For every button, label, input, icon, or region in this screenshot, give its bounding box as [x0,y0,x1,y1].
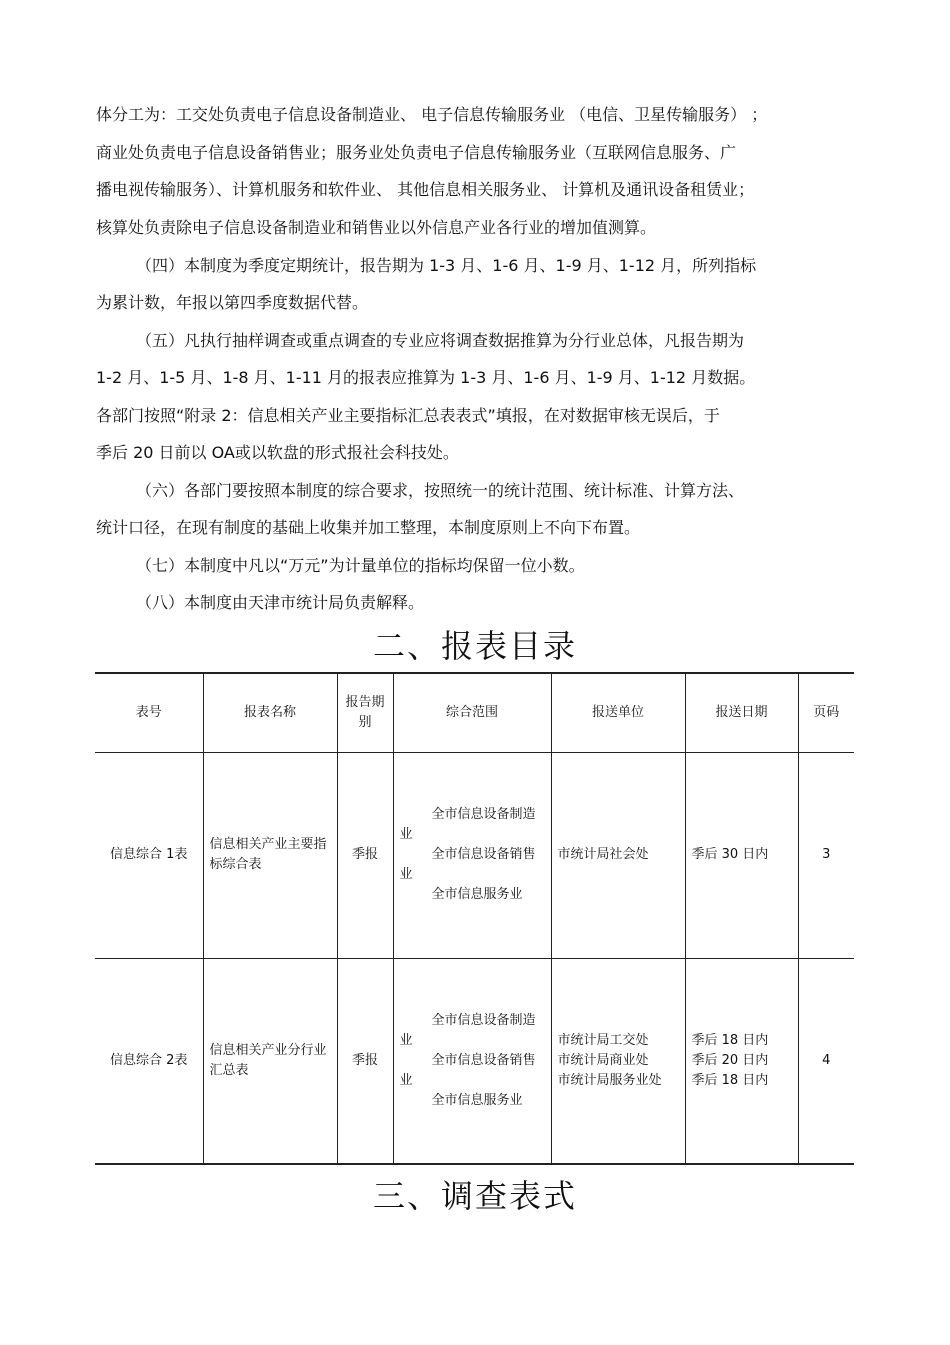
body-line: 商业处负责电子信息设备销售业；服务业处负责电子信息传输服务业（互联网信息服务、广 [96,143,737,162]
unit-item: 市统计局工交处 [557,1032,649,1048]
cell-name: 信息相关产业主要指标综合表 [203,752,337,958]
cell-unit [551,958,685,1164]
header-page: 页码 [798,673,854,752]
header-scope: 综合范围 [393,673,551,752]
cell-date [685,752,798,958]
scope-item: 全市信息设备制造业 [399,1012,536,1048]
scope-item: 全市信息设备销售业 [399,847,536,882]
header-code: 表号 [95,673,203,752]
cell-page: 4 [798,958,854,1164]
body-line: 播电视传输服务）、计算机服务和软件业、 其他信息相关服务业、 计算机及通讯设备租赁业； [96,180,755,199]
body-line: （四）本制度为季度定期统计，报告期为 1-3 月、1-6 月、1-9 月、1-12 月，所列指标 [136,256,757,275]
header-name: 报表名称 [203,673,337,752]
table-row [95,958,854,1164]
cell-period: 季报 [337,958,393,1164]
scope-item: 全市信息设备制造业 [399,807,536,842]
header-period: 报告期别 [345,694,385,730]
body-line: 1-2 月、1-5 月、1-8 月、1-11 月的报表应推算为 1-3 月、1-6 月、1-9 月、1-12 月数据。 [96,368,756,387]
cell-code: 信息综合 2表 [95,958,203,1164]
body-line: 核算处负责除电子信息设备制造业和销售业以外信息产业各行业的增加值测算。 [96,218,657,237]
body-line: 各部门按照“附录 2：信息相关产业主要指标汇总表表式”填报，在对数据审核无误后，于 [96,406,720,425]
cell-code: 信息综合 1表 [95,752,203,958]
body-line: （五）凡执行抽样调查或重点调查的专业应将调查数据推算为分行业总体，凡报告期为 [136,331,745,350]
cell-scope [393,752,551,958]
unit-item: 市统计局商业处 [557,1052,649,1068]
report-catalog-table [95,672,854,1165]
body-line: （八）本制度由天津市统计局负责解释。 [136,593,425,612]
cell-page: 3 [798,752,854,958]
cell-scope [393,958,551,1164]
table-row [95,752,854,958]
date-item: 季后 18 日内 [691,1072,769,1088]
unit-item: 市统计局服务业处 [557,1072,662,1088]
cell-period: 季报 [337,752,393,958]
date-item: 季后 18 日内 [691,1032,769,1048]
date-item: 季后 30 日内 [691,847,769,862]
scope-item: 全市信息服务业 [431,1092,523,1108]
body-line: 体分工为：工交处负责电子信息设备制造业、 电子信息传输服务业 （电信、卫星传输服务） ； [96,105,768,124]
cell-unit [551,752,685,958]
body-line: （七）本制度中凡以“万元”为计量单位的指标均保留一位小数。 [136,556,585,575]
cell-date [685,958,798,1164]
table-header-row [95,673,854,752]
scope-item: 全市信息设备销售业 [399,1052,536,1088]
header-unit: 报送单位 [551,673,685,752]
cell-name: 信息相关产业分行业汇总表 [203,958,337,1164]
scope-item: 全市信息服务业 [431,887,523,902]
body-line: 为累计数，年报以第四季度数据代替。 [96,293,369,312]
header-date: 报送日期 [685,673,798,752]
body-line: 统计口径，在现有制度的基础上收集并加工整理，本制度原则上不向下布置。 [96,518,641,537]
date-item: 季后 20 日内 [691,1052,769,1068]
unit-item: 市统计局社会处 [557,847,649,862]
body-line: 季后 20 日前以 OA或以软盘的形式报社会科技处。 [96,443,459,462]
section-title-catalog: 二、报表目录 [372,627,577,665]
body-line: （六）各部门要按照本制度的综合要求，按照统一的统计范围、统计标准、计算方法、 [136,481,745,500]
section-title-survey-forms: 三、调查表式 [372,1177,577,1215]
header-period-cell [337,673,393,752]
